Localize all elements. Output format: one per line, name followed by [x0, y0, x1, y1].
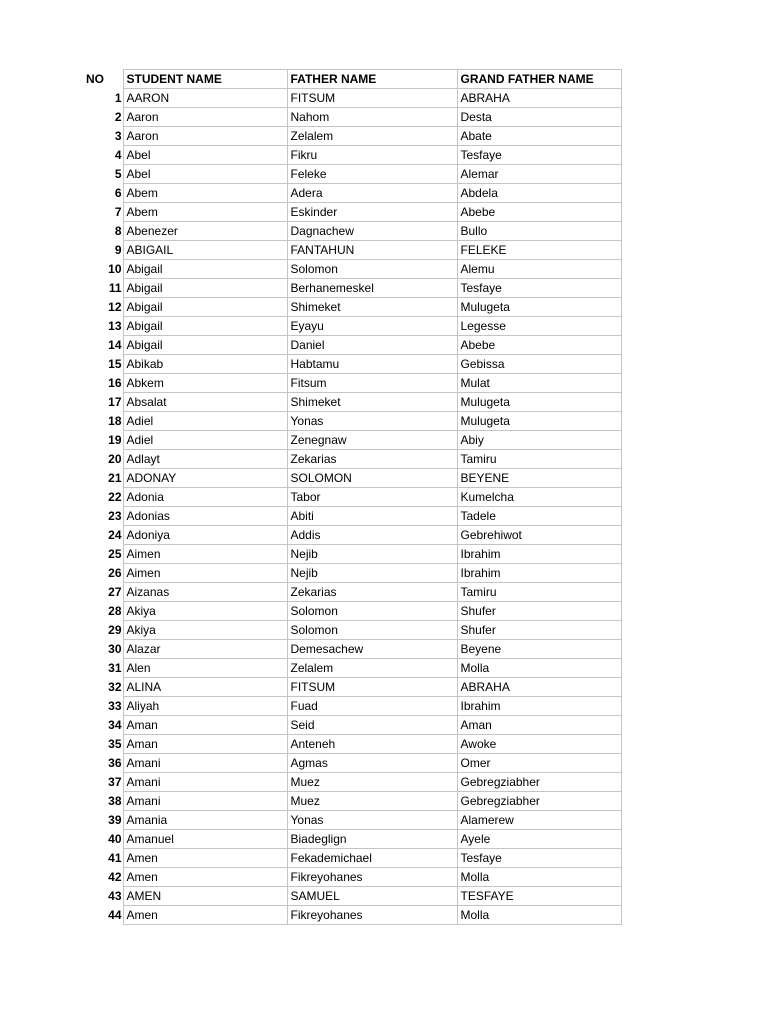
student-name-cell: Abenezer	[123, 222, 287, 241]
student-name-cell: Abigail	[123, 336, 287, 355]
table-row	[80, 811, 621, 830]
father-name-cell: Anteneh	[287, 735, 457, 754]
student-name-cell: ABIGAIL	[123, 241, 287, 260]
table-row	[80, 146, 621, 165]
grand-father-name-cell: Gebrehiwot	[457, 526, 621, 545]
row-number: 17	[108, 395, 122, 409]
table-row	[80, 279, 621, 298]
grand-father-name-cell: Tesfaye	[457, 279, 621, 298]
father-name-cell: Adera	[287, 184, 457, 203]
table-row	[80, 849, 621, 868]
grand-father-name-cell: Mulugeta	[457, 393, 621, 412]
table-row	[80, 697, 621, 716]
father-name-cell: SOLOMON	[287, 469, 457, 488]
row-number: 31	[108, 661, 122, 675]
grand-father-name-cell: Gebregziabher	[457, 773, 621, 792]
father-name-cell: FANTAHUN	[287, 241, 457, 260]
grand-father-name-cell: Molla	[457, 906, 621, 925]
father-name-cell: Solomon	[287, 260, 457, 279]
row-number: 13	[108, 319, 122, 333]
student-name-cell: Adiel	[123, 412, 287, 431]
student-name-cell: ADONAY	[123, 469, 287, 488]
table-row	[80, 298, 621, 317]
father-name-cell: Eskinder	[287, 203, 457, 222]
table-row	[80, 887, 621, 906]
father-name-cell: Shimeket	[287, 298, 457, 317]
father-name-cell: Fikreyohanes	[287, 906, 457, 925]
row-number: 4	[114, 148, 122, 162]
father-name-cell: Addis	[287, 526, 457, 545]
father-name-cell: Agmas	[287, 754, 457, 773]
student-name-cell: Abigail	[123, 298, 287, 317]
table-row	[80, 621, 621, 640]
grand-father-name-cell: Awoke	[457, 735, 621, 754]
father-name-cell: Solomon	[287, 602, 457, 621]
table-row	[80, 108, 621, 127]
row-number: 14	[108, 338, 122, 352]
student-name-cell: Absalat	[123, 393, 287, 412]
grand-father-name-cell: Ibrahim	[457, 564, 621, 583]
header-student-name: STUDENT NAME	[123, 70, 287, 89]
table-row	[80, 127, 621, 146]
row-number: 1	[114, 91, 122, 105]
father-name-cell: Zenegnaw	[287, 431, 457, 450]
row-number: 21	[108, 471, 122, 485]
grand-father-name-cell: Ayele	[457, 830, 621, 849]
grand-father-name-cell: Desta	[457, 108, 621, 127]
grand-father-name-cell: Tesfaye	[457, 146, 621, 165]
table-row	[80, 336, 621, 355]
table-row	[80, 640, 621, 659]
row-number: 29	[108, 623, 122, 637]
table-row	[80, 165, 621, 184]
grand-father-name-cell: FELEKE	[457, 241, 621, 260]
table-row	[80, 184, 621, 203]
grand-father-name-cell: Legesse	[457, 317, 621, 336]
row-number: 19	[108, 433, 122, 447]
table-row	[80, 545, 621, 564]
student-list-sheet	[80, 69, 622, 925]
father-name-cell: Zekarias	[287, 583, 457, 602]
row-number: 35	[108, 737, 122, 751]
student-name-cell: AMEN	[123, 887, 287, 906]
table-row	[80, 469, 621, 488]
father-name-cell: Shimeket	[287, 393, 457, 412]
father-name-cell: Zelalem	[287, 127, 457, 146]
grand-father-name-cell: Beyene	[457, 640, 621, 659]
student-name-cell: Abel	[123, 165, 287, 184]
row-number: 40	[108, 832, 122, 846]
father-name-cell: Fikreyohanes	[287, 868, 457, 887]
row-number: 44	[108, 908, 122, 922]
row-number: 24	[108, 528, 122, 542]
row-number: 22	[108, 490, 122, 504]
row-number: 2	[114, 110, 122, 124]
table-row	[80, 450, 621, 469]
father-name-cell: Daniel	[287, 336, 457, 355]
table-row	[80, 222, 621, 241]
row-number: 26	[108, 566, 122, 580]
row-number: 18	[108, 414, 122, 428]
table-row	[80, 564, 621, 583]
header-no: NO	[86, 72, 104, 86]
father-name-cell: Zekarias	[287, 450, 457, 469]
table-row	[80, 355, 621, 374]
student-name-cell: Amani	[123, 773, 287, 792]
grand-father-name-cell: Mulat	[457, 374, 621, 393]
student-name-cell: Aizanas	[123, 583, 287, 602]
student-name-cell: Amen	[123, 906, 287, 925]
grand-father-name-cell: Gebissa	[457, 355, 621, 374]
table-body	[80, 89, 621, 925]
grand-father-name-cell: Abebe	[457, 203, 621, 222]
student-name-cell: Abigail	[123, 317, 287, 336]
father-name-cell: FITSUM	[287, 678, 457, 697]
row-number: 42	[108, 870, 122, 884]
father-name-cell: Dagnachew	[287, 222, 457, 241]
father-name-cell: Fekademichael	[287, 849, 457, 868]
father-name-cell: Fikru	[287, 146, 457, 165]
grand-father-name-cell: Shufer	[457, 602, 621, 621]
father-name-cell: Seid	[287, 716, 457, 735]
father-name-cell: Tabor	[287, 488, 457, 507]
student-name-cell: Alazar	[123, 640, 287, 659]
father-name-cell: Berhanemeskel	[287, 279, 457, 298]
row-number: 37	[108, 775, 122, 789]
student-name-cell: Amen	[123, 849, 287, 868]
row-number: 10	[108, 262, 122, 276]
student-name-cell: Amani	[123, 754, 287, 773]
father-name-cell: SAMUEL	[287, 887, 457, 906]
table-row	[80, 526, 621, 545]
row-number: 15	[108, 357, 122, 371]
grand-father-name-cell: TESFAYE	[457, 887, 621, 906]
student-name-cell: Abem	[123, 184, 287, 203]
row-number: 28	[108, 604, 122, 618]
table-row	[80, 678, 621, 697]
student-name-cell: Amania	[123, 811, 287, 830]
grand-father-name-cell: Aman	[457, 716, 621, 735]
grand-father-name-cell: Tesfaye	[457, 849, 621, 868]
father-name-cell: Fitsum	[287, 374, 457, 393]
table-row	[80, 507, 621, 526]
header-father-name: FATHER NAME	[287, 70, 457, 89]
grand-father-name-cell: Abdela	[457, 184, 621, 203]
row-number: 25	[108, 547, 122, 561]
student-name-cell: Amanuel	[123, 830, 287, 849]
row-number: 34	[108, 718, 122, 732]
student-name-cell: Aaron	[123, 108, 287, 127]
student-name-cell: Aman	[123, 716, 287, 735]
row-number: 43	[108, 889, 122, 903]
student-name-cell: Abkem	[123, 374, 287, 393]
table-row	[80, 488, 621, 507]
grand-father-name-cell: BEYENE	[457, 469, 621, 488]
row-number: 23	[108, 509, 122, 523]
grand-father-name-cell: Gebregziabher	[457, 792, 621, 811]
father-name-cell: Abiti	[287, 507, 457, 526]
student-name-cell: Amen	[123, 868, 287, 887]
row-number: 30	[108, 642, 122, 656]
grand-father-name-cell: Molla	[457, 868, 621, 887]
row-number: 33	[108, 699, 122, 713]
grand-father-name-cell: Tadele	[457, 507, 621, 526]
row-number: 36	[108, 756, 122, 770]
row-number: 8	[114, 224, 122, 238]
student-name-cell: Akiya	[123, 621, 287, 640]
grand-father-name-cell: Alamerew	[457, 811, 621, 830]
table-row	[80, 412, 621, 431]
father-name-cell: Muez	[287, 773, 457, 792]
row-number: 12	[108, 300, 122, 314]
table-row	[80, 868, 621, 887]
table-row	[80, 735, 621, 754]
row-number: 27	[108, 585, 122, 599]
table-row	[80, 374, 621, 393]
row-number: 6	[114, 186, 122, 200]
father-name-cell: Yonas	[287, 412, 457, 431]
grand-father-name-cell: Mulugeta	[457, 412, 621, 431]
table-row	[80, 89, 621, 108]
grand-father-name-cell: Ibrahim	[457, 697, 621, 716]
table-row	[80, 906, 621, 925]
student-name-cell: Abel	[123, 146, 287, 165]
grand-father-name-cell: Abate	[457, 127, 621, 146]
student-name-cell: Aimen	[123, 545, 287, 564]
grand-father-name-cell: Shufer	[457, 621, 621, 640]
student-table	[80, 69, 622, 925]
row-number: 20	[108, 452, 122, 466]
father-name-cell: Fuad	[287, 697, 457, 716]
table-header-row	[80, 70, 621, 89]
father-name-cell: Solomon	[287, 621, 457, 640]
grand-father-name-cell: Abebe	[457, 336, 621, 355]
table-row	[80, 830, 621, 849]
table-row	[80, 602, 621, 621]
row-number: 39	[108, 813, 122, 827]
row-number: 9	[114, 243, 122, 257]
father-name-cell: Biadeglign	[287, 830, 457, 849]
row-number: 16	[108, 376, 122, 390]
table-row	[80, 241, 621, 260]
grand-father-name-cell: Kumelcha	[457, 488, 621, 507]
father-name-cell: Yonas	[287, 811, 457, 830]
student-name-cell: Amani	[123, 792, 287, 811]
table-row	[80, 317, 621, 336]
student-name-cell: Adoniya	[123, 526, 287, 545]
father-name-cell: Nejib	[287, 545, 457, 564]
table-row	[80, 203, 621, 222]
student-name-cell: Aliyah	[123, 697, 287, 716]
student-name-cell: AARON	[123, 89, 287, 108]
student-name-cell: ALINA	[123, 678, 287, 697]
table-row	[80, 754, 621, 773]
student-name-cell: Akiya	[123, 602, 287, 621]
grand-father-name-cell: ABRAHA	[457, 89, 621, 108]
header-grand-father-name: GRAND FATHER NAME	[457, 70, 621, 89]
table-row	[80, 659, 621, 678]
grand-father-name-cell: Ibrahim	[457, 545, 621, 564]
grand-father-name-cell: Alemu	[457, 260, 621, 279]
row-number: 38	[108, 794, 122, 808]
table-row	[80, 393, 621, 412]
table-row	[80, 583, 621, 602]
student-name-cell: Adonias	[123, 507, 287, 526]
grand-father-name-cell: Omer	[457, 754, 621, 773]
student-name-cell: Adlayt	[123, 450, 287, 469]
table-row	[80, 260, 621, 279]
student-name-cell: Abigail	[123, 279, 287, 298]
father-name-cell: Habtamu	[287, 355, 457, 374]
table-row	[80, 773, 621, 792]
student-name-cell: Aaron	[123, 127, 287, 146]
grand-father-name-cell: Bullo	[457, 222, 621, 241]
father-name-cell: FITSUM	[287, 89, 457, 108]
row-number: 32	[108, 680, 122, 694]
row-number: 7	[114, 205, 122, 219]
row-number: 11	[108, 281, 122, 295]
grand-father-name-cell: Tamiru	[457, 450, 621, 469]
father-name-cell: Muez	[287, 792, 457, 811]
student-name-cell: Adonia	[123, 488, 287, 507]
student-name-cell: Abikab	[123, 355, 287, 374]
grand-father-name-cell: Mulugeta	[457, 298, 621, 317]
student-name-cell: Abigail	[123, 260, 287, 279]
student-name-cell: Alen	[123, 659, 287, 678]
student-name-cell: Aman	[123, 735, 287, 754]
table-row	[80, 792, 621, 811]
row-number: 3	[114, 129, 122, 143]
row-number: 41	[108, 851, 122, 865]
row-number: 5	[114, 167, 122, 181]
grand-father-name-cell: Abiy	[457, 431, 621, 450]
father-name-cell: Nahom	[287, 108, 457, 127]
father-name-cell: Nejib	[287, 564, 457, 583]
student-name-cell: Aimen	[123, 564, 287, 583]
father-name-cell: Zelalem	[287, 659, 457, 678]
grand-father-name-cell: Tamiru	[457, 583, 621, 602]
grand-father-name-cell: ABRAHA	[457, 678, 621, 697]
father-name-cell: Eyayu	[287, 317, 457, 336]
table-row	[80, 716, 621, 735]
father-name-cell: Feleke	[287, 165, 457, 184]
student-name-cell: Abem	[123, 203, 287, 222]
grand-father-name-cell: Alemar	[457, 165, 621, 184]
grand-father-name-cell: Molla	[457, 659, 621, 678]
father-name-cell: Demesachew	[287, 640, 457, 659]
student-name-cell: Adiel	[123, 431, 287, 450]
table-row	[80, 431, 621, 450]
